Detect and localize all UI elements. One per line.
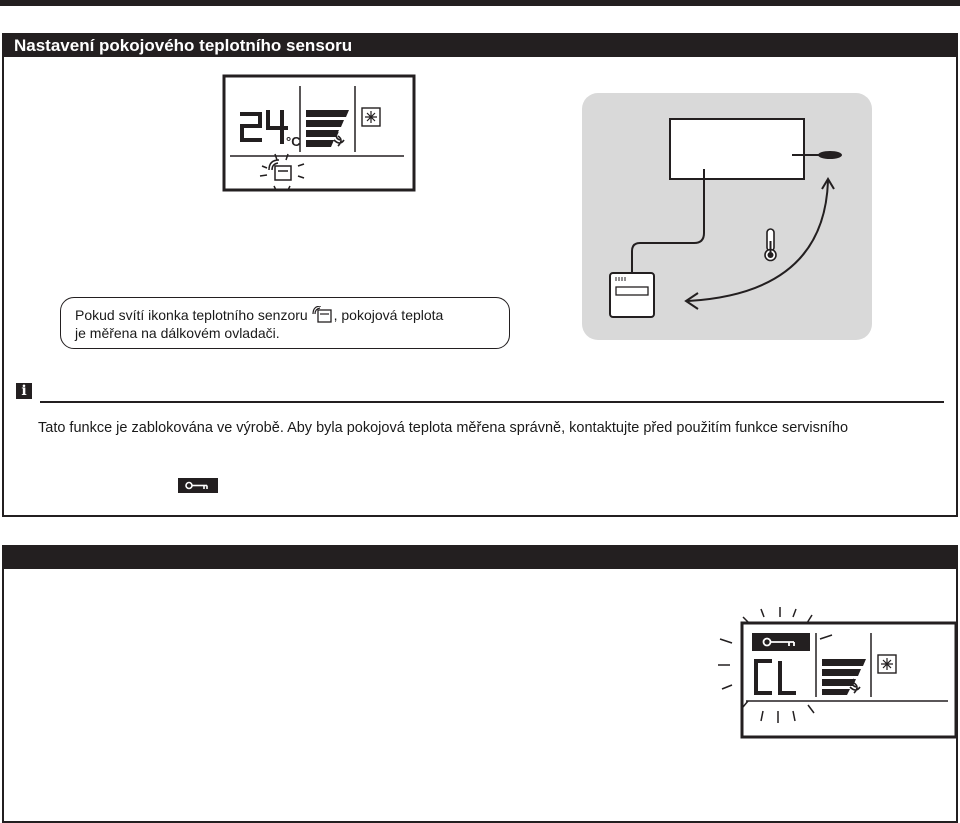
callout-text-before: Pokud svítí ikonka teplotního senzoru bbox=[75, 307, 308, 323]
sensor-callout bbox=[60, 297, 510, 349]
remote-controller bbox=[610, 273, 654, 317]
top-rule bbox=[0, 0, 960, 6]
info-note: Tato funkce je zablokována ve výrobě. Aby byla pokojová teplota měřena správně, kontaktujte před použitím funkce servisního bbox=[38, 420, 849, 436]
room-figure bbox=[582, 93, 872, 340]
snowflake-icon bbox=[362, 108, 380, 126]
lcd-display-lock bbox=[716, 603, 960, 741]
snowflake-icon bbox=[878, 655, 896, 673]
info-icon: i bbox=[16, 383, 32, 399]
section-title-2 bbox=[4, 547, 956, 569]
key-lock-icon bbox=[752, 633, 810, 651]
room-sensor-icon bbox=[312, 306, 334, 324]
section-title: Nastavení pokojového teplotního sensoru bbox=[4, 35, 956, 57]
indoor-unit bbox=[670, 119, 804, 179]
key-lock-icon bbox=[178, 478, 218, 493]
lcd-unit: °C bbox=[286, 134, 301, 149]
remote-cable bbox=[632, 169, 704, 273]
callout-text-after: , pokojová teplota bbox=[333, 307, 444, 323]
thermometer-icon bbox=[765, 229, 776, 261]
callout-line2: je měřena na dálkovém ovladači. bbox=[75, 325, 280, 341]
airflow-arrow bbox=[686, 179, 834, 309]
lcd-display-temperature bbox=[222, 74, 418, 194]
info-divider bbox=[40, 401, 944, 403]
